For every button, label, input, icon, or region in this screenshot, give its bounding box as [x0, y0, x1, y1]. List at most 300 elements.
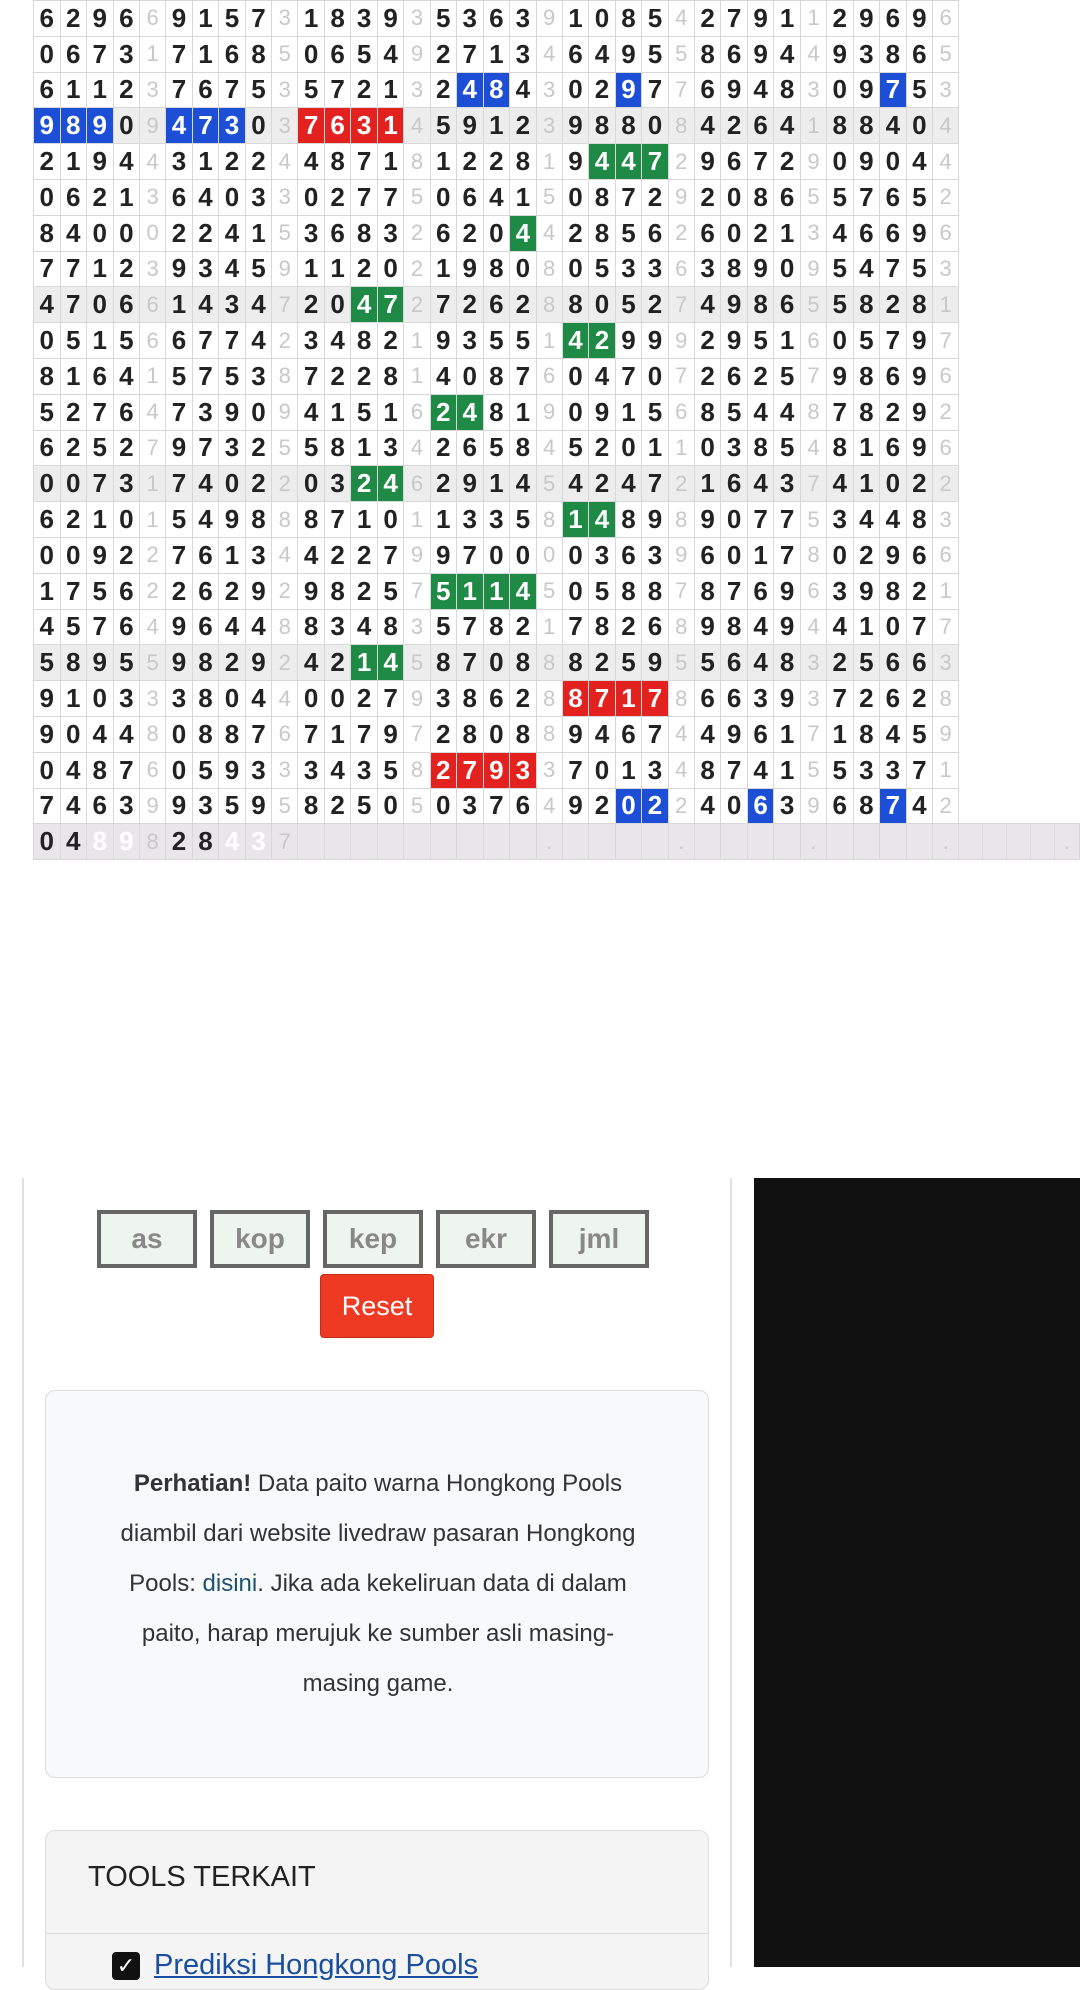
- paito-digit-cell: 3: [298, 323, 325, 359]
- paito-digit-cell: 7: [642, 72, 669, 108]
- paito-digit-cell: 2: [113, 251, 140, 287]
- paito-digit-cell: 2: [245, 144, 272, 180]
- paito-digit-cell: 2: [880, 287, 907, 323]
- paito-digit-cell: 0: [60, 466, 87, 502]
- paito-digit-cell: 2: [827, 645, 854, 681]
- paito-digit-cell: 0: [324, 681, 351, 717]
- paito-separator-cell: 8: [668, 108, 694, 144]
- paito-digit-cell: 4: [694, 788, 721, 824]
- paito-digit-cell: 7: [510, 358, 537, 394]
- paito-digit-cell: 1: [377, 72, 404, 108]
- paito-separator-cell: 6: [140, 752, 166, 788]
- paito-separator-cell: 1: [140, 36, 166, 72]
- paito-digit-cell: 6: [880, 179, 907, 215]
- paito-digit-cell: 2: [642, 788, 669, 824]
- paito-row: [34, 179, 1080, 215]
- paito-digit-cell: 8: [298, 788, 325, 824]
- paito-digit-cell: 7: [880, 323, 907, 359]
- paito-digit-cell: 9: [562, 788, 589, 824]
- paito-separator-cell: 3: [933, 251, 959, 287]
- paito-digit-cell: 2: [166, 215, 193, 251]
- paito-separator-cell: 2: [140, 573, 166, 609]
- paito-digit-cell: 5: [747, 323, 774, 359]
- paito-digit-cell: 4: [589, 144, 616, 180]
- paito-digit-cell: 5: [510, 323, 537, 359]
- paito-digit-cell: 0: [721, 502, 748, 538]
- paito-digit-cell: 7: [827, 681, 854, 717]
- paito-separator-cell: 3: [140, 72, 166, 108]
- paito-digit-cell: 8: [324, 1, 351, 37]
- paito-separator-cell: 6: [404, 394, 430, 430]
- paito-separator-cell: 2: [668, 144, 694, 180]
- paito-digit-cell: 5: [694, 645, 721, 681]
- paito-row: [34, 752, 1080, 788]
- related-tools-title: TOOLS TERKAIT: [88, 1861, 316, 1893]
- paito-digit-cell: 3: [642, 537, 669, 573]
- paito-digit-cell: 6: [642, 215, 669, 251]
- paito-row: [34, 215, 1080, 251]
- paito-digit-cell: 8: [192, 681, 219, 717]
- paito-row: [34, 824, 1080, 860]
- paito-digit-cell: 9: [219, 502, 246, 538]
- paito-digit-cell: 1: [774, 215, 801, 251]
- notice-source-link[interactable]: disini: [202, 1570, 258, 1597]
- paito-separator-cell: 6: [668, 251, 694, 287]
- paito-separator-cell: 8: [668, 609, 694, 645]
- paito-digit-cell: 2: [694, 323, 721, 359]
- paito-digit-cell: 6: [324, 108, 351, 144]
- prediksi-hongkong-link[interactable]: Prediksi Hongkong Pools: [154, 1949, 479, 1981]
- paito-digit-cell: 4: [245, 287, 272, 323]
- paito-digit-cell: 6: [324, 215, 351, 251]
- paito-row: [34, 358, 1080, 394]
- paito-digit-cell: 9: [34, 681, 61, 717]
- paito-separator-cell: 9: [536, 1, 562, 37]
- paito-digit-cell: 0: [562, 537, 589, 573]
- paito-row: [34, 430, 1080, 466]
- paito-separator-cell: 9: [800, 144, 826, 180]
- paito-digit-cell: 5: [615, 215, 642, 251]
- paito-digit-cell: 4: [457, 72, 484, 108]
- paito-digit-cell: 1: [60, 681, 87, 717]
- paito-digit-cell: 3: [351, 108, 378, 144]
- paito-digit-cell: 7: [642, 466, 669, 502]
- paito-digit-cell: 4: [219, 251, 246, 287]
- paito-digit-cell: 7: [430, 287, 457, 323]
- paito-digit-cell: 5: [192, 752, 219, 788]
- paito-digit-cell: 8: [324, 144, 351, 180]
- paito-digit-cell: 9: [298, 573, 325, 609]
- paito-digit-cell: 0: [430, 788, 457, 824]
- paito-separator-cell: 3: [933, 645, 959, 681]
- paito-digit-cell: 0: [34, 179, 61, 215]
- paito-digit-cell: 3: [192, 251, 219, 287]
- paito-digit-cell: 0: [721, 215, 748, 251]
- paito-digit-cell: [457, 824, 484, 860]
- paito-digit-cell: 5: [219, 788, 246, 824]
- paito-digit-cell: 1: [774, 716, 801, 752]
- paito-digit-cell: 7: [642, 681, 669, 717]
- paito-digit-cell: 8: [60, 108, 87, 144]
- paito-digit-cell: 0: [562, 179, 589, 215]
- paito-digit-cell: 2: [351, 573, 378, 609]
- paito-digit-cell: 1: [219, 537, 246, 573]
- paito-digit-cell: 2: [642, 179, 669, 215]
- paito-digit-cell: [510, 824, 537, 860]
- paito-digit-cell: 4: [589, 358, 616, 394]
- paito-digit-cell: 5: [510, 502, 537, 538]
- paito-digit-cell: 7: [166, 394, 193, 430]
- paito-digit-cell: 5: [642, 1, 669, 37]
- paito-digit-cell: 4: [880, 108, 907, 144]
- paito-digit-cell: 1: [774, 323, 801, 359]
- paito-digit-cell: 0: [642, 358, 669, 394]
- paito-digit-cell: 6: [615, 537, 642, 573]
- paito-digit-cell: 2: [60, 502, 87, 538]
- paito-digit-cell: 9: [853, 573, 880, 609]
- paito-separator-cell: 3: [404, 72, 430, 108]
- paito-digit-cell: 7: [351, 179, 378, 215]
- paito-digit-cell: 6: [166, 323, 193, 359]
- paito-digit-cell: 2: [589, 323, 616, 359]
- paito-digit-cell: 3: [351, 752, 378, 788]
- paito-separator-cell: 6: [933, 430, 959, 466]
- paito-separator-cell: 9: [536, 394, 562, 430]
- paito-digit-cell: 6: [113, 287, 140, 323]
- paito-digit-cell: 7: [377, 537, 404, 573]
- paito-digit-cell: 5: [827, 179, 854, 215]
- paito-digit-cell: 6: [694, 681, 721, 717]
- paito-separator-cell: 7: [272, 824, 298, 860]
- paito-separator-cell: 5: [668, 645, 694, 681]
- paito-digit-cell: 8: [747, 287, 774, 323]
- paito-separator-cell: 6: [272, 716, 298, 752]
- filter-as-button[interactable]: as: [97, 1210, 197, 1268]
- paito-digit-cell: 5: [351, 36, 378, 72]
- paito-separator-cell: 8: [536, 716, 562, 752]
- paito-digit-cell: 3: [113, 466, 140, 502]
- paito-digit-cell: 7: [721, 1, 748, 37]
- paito-digit-cell: 8: [457, 681, 484, 717]
- paito-digit-cell: 4: [853, 502, 880, 538]
- paito-digit-cell: 8: [510, 430, 537, 466]
- paito-row: [34, 1, 1080, 37]
- paito-digit-cell: 4: [615, 144, 642, 180]
- paito-digit-cell: 7: [721, 752, 748, 788]
- paito-digit-cell: 4: [483, 179, 510, 215]
- paito-digit-cell: 9: [457, 466, 484, 502]
- paito-digit-cell: 4: [430, 358, 457, 394]
- paito-digit-cell: 9: [827, 358, 854, 394]
- paito-separator-cell: 6: [536, 358, 562, 394]
- paito-digit-cell: 2: [377, 323, 404, 359]
- paito-digit-cell: 5: [87, 573, 114, 609]
- paito-digit-cell: 8: [483, 609, 510, 645]
- paito-separator-cell: 9: [272, 394, 298, 430]
- paito-digit-cell: 2: [351, 251, 378, 287]
- filter-kop-button[interactable]: kop: [210, 1210, 310, 1268]
- paito-digit-cell: 0: [377, 251, 404, 287]
- paito-digit-cell: 8: [87, 824, 114, 860]
- paito-digit-cell: 5: [483, 323, 510, 359]
- paito-separator-cell: 3: [536, 752, 562, 788]
- paito-digit-cell: 4: [245, 609, 272, 645]
- paito-digit-cell: 2: [324, 645, 351, 681]
- paito-digit-cell: 3: [192, 394, 219, 430]
- paito-digit-cell: 5: [60, 323, 87, 359]
- paito-digit-cell: 3: [483, 502, 510, 538]
- paito-digit-cell: 9: [853, 72, 880, 108]
- paito-digit-cell: 1: [60, 144, 87, 180]
- paito-digit-cell: 1: [166, 287, 193, 323]
- paito-digit-cell: 4: [298, 645, 325, 681]
- paito-digit-cell: 8: [351, 323, 378, 359]
- paito-digit-cell: 9: [721, 716, 748, 752]
- paito-digit-cell: 3: [298, 752, 325, 788]
- paito-digit-cell: 0: [694, 430, 721, 466]
- paito-digit-cell: 8: [298, 502, 325, 538]
- paito-digit-cell: 6: [747, 108, 774, 144]
- paito-separator-cell: 6: [933, 358, 959, 394]
- paito-digit-cell: 2: [721, 108, 748, 144]
- paito-row: [34, 573, 1080, 609]
- filter-jml-button[interactable]: jml: [549, 1210, 649, 1268]
- paito-digit-cell: 4: [510, 72, 537, 108]
- paito-digit-cell: 0: [430, 179, 457, 215]
- paito-digit-cell: 9: [589, 394, 616, 430]
- paito-digit-cell: 2: [113, 72, 140, 108]
- paito-digit-cell: 8: [377, 609, 404, 645]
- paito-digit-cell: 5: [642, 394, 669, 430]
- paito-separator-cell: 3: [800, 681, 826, 717]
- paito-digit-cell: 2: [430, 72, 457, 108]
- paito-separator-cell: 4: [404, 108, 430, 144]
- paito-digit-cell: [827, 824, 854, 860]
- paito-digit-cell: 4: [906, 144, 933, 180]
- paito-digit-cell: 9: [827, 36, 854, 72]
- paito-digit-cell: 4: [192, 287, 219, 323]
- paito-digit-cell: 2: [351, 72, 378, 108]
- paito-digit-cell: 7: [562, 752, 589, 788]
- paito-digit-cell: 2: [219, 645, 246, 681]
- paito-digit-cell: 7: [60, 573, 87, 609]
- paito-digit-cell: 8: [34, 358, 61, 394]
- paito-separator-cell: 8: [800, 394, 826, 430]
- paito-separator-cell: 5: [933, 36, 959, 72]
- paito-digit-cell: 4: [827, 215, 854, 251]
- paito-separator-cell: 8: [536, 681, 562, 717]
- paito-digit-cell: 8: [774, 645, 801, 681]
- paito-digit-cell: 3: [324, 609, 351, 645]
- paito-digit-cell: 8: [694, 573, 721, 609]
- paito-separator-cell: 3: [800, 72, 826, 108]
- paito-digit-cell: 6: [113, 573, 140, 609]
- paito-separator-cell: 2: [668, 466, 694, 502]
- paito-digit-cell: 6: [87, 358, 114, 394]
- paito-digit-cell: 8: [827, 108, 854, 144]
- paito-digit-cell: 0: [483, 716, 510, 752]
- paito-digit-cell: 9: [483, 752, 510, 788]
- paito-separator-cell: .: [668, 824, 694, 860]
- paito-digit-cell: 4: [324, 323, 351, 359]
- reset-button[interactable]: Reset: [320, 1274, 434, 1338]
- paito-separator-cell: 5: [800, 752, 826, 788]
- paito-digit-cell: 6: [721, 36, 748, 72]
- paito-digit-cell: 2: [510, 287, 537, 323]
- paito-row: [34, 72, 1080, 108]
- paito-digit-cell: 8: [562, 645, 589, 681]
- paito-separator-cell: 2: [933, 394, 959, 430]
- paito-digit-cell: 8: [694, 394, 721, 430]
- notice-text-part1: Data paito warna Hongkong Pools diambil dari website livedraw pasaran Hongkong Pools:: [120, 1470, 636, 1597]
- paito-digit-cell: 0: [562, 72, 589, 108]
- paito-digit-cell: 1: [60, 358, 87, 394]
- paito-digit-cell: [721, 824, 748, 860]
- paito-digit-cell: 7: [906, 609, 933, 645]
- paito-digit-cell: 7: [192, 323, 219, 359]
- paito-separator-cell: 6: [933, 1, 959, 37]
- paito-digit-cell: 6: [60, 36, 87, 72]
- paito-digit-cell: 1: [351, 645, 378, 681]
- paito-digit-cell: 0: [827, 537, 854, 573]
- paito-digit-cell: 4: [827, 609, 854, 645]
- paito-digit-cell: 6: [642, 609, 669, 645]
- paito-digit-cell: 9: [747, 36, 774, 72]
- paito-digit-cell: 9: [113, 824, 140, 860]
- paito-digit-cell: 8: [34, 215, 61, 251]
- paito-digit-cell: 2: [642, 287, 669, 323]
- paito-separator-cell: 4: [536, 36, 562, 72]
- paito-digit-cell: 1: [351, 430, 378, 466]
- paito-separator-cell: 5: [800, 179, 826, 215]
- paito-digit-cell: 6: [721, 681, 748, 717]
- paito-digit-cell: 2: [457, 287, 484, 323]
- paito-separator-cell: 8: [140, 716, 166, 752]
- paito-row: [34, 609, 1080, 645]
- paito-separator-cell: 1: [404, 358, 430, 394]
- paito-digit-cell: 5: [219, 358, 246, 394]
- paito-separator-cell: 4: [536, 788, 562, 824]
- paito-separator-cell: 8: [933, 681, 959, 717]
- filter-ekr-button[interactable]: ekr: [436, 1210, 536, 1268]
- paito-digit-cell: 4: [747, 394, 774, 430]
- paito-digit-cell: 8: [615, 502, 642, 538]
- paito-digit-cell: 7: [642, 144, 669, 180]
- paito-separator-cell: 4: [933, 108, 959, 144]
- paito-digit-cell: 4: [60, 788, 87, 824]
- filter-kep-button[interactable]: kep: [323, 1210, 423, 1268]
- paito-digit-cell: 9: [562, 108, 589, 144]
- paito-digit-cell: 0: [324, 287, 351, 323]
- paito-digit-cell: 4: [747, 609, 774, 645]
- paito-digit-cell: 8: [853, 716, 880, 752]
- paito-digit-cell: 8: [562, 681, 589, 717]
- paito-digit-cell: 5: [642, 36, 669, 72]
- paito-digit-cell: 1: [324, 716, 351, 752]
- paito-digit-cell: 5: [219, 1, 246, 37]
- paito-digit-cell: 5: [113, 323, 140, 359]
- paito-separator-cell: .: [536, 824, 562, 860]
- paito-digit-cell: 6: [113, 1, 140, 37]
- paito-digit-cell: 2: [853, 681, 880, 717]
- paito-digit-cell: 5: [377, 573, 404, 609]
- paito-digit-cell: 4: [192, 179, 219, 215]
- paito-digit-cell: 2: [457, 215, 484, 251]
- paito-digit-cell: 0: [87, 215, 114, 251]
- paito-digit-cell: 5: [906, 179, 933, 215]
- paito-digit-cell: 1: [430, 251, 457, 287]
- paito-digit-cell: 1: [351, 502, 378, 538]
- paito-digit-cell: 0: [615, 788, 642, 824]
- paito-separator-cell: 9: [800, 251, 826, 287]
- paito-digit-cell: 3: [510, 1, 537, 37]
- paito-digit-cell: 8: [906, 287, 933, 323]
- paito-digit-cell: 8: [87, 752, 114, 788]
- paito-separator-cell: 2: [933, 466, 959, 502]
- paito-digit-cell: 1: [192, 1, 219, 37]
- filter-button-row: [97, 1210, 657, 1274]
- paito-digit-cell: 6: [483, 1, 510, 37]
- paito-digit-cell: 9: [562, 716, 589, 752]
- paito-digit-cell: 9: [774, 681, 801, 717]
- paito-digit-cell: 2: [430, 430, 457, 466]
- paito-separator-cell: 3: [140, 681, 166, 717]
- paito-separator-cell: 4: [668, 752, 694, 788]
- paito-separator-cell: 7: [933, 609, 959, 645]
- paito-digit-cell: 5: [245, 72, 272, 108]
- paito-digit-cell: 8: [774, 72, 801, 108]
- paito-digit-cell: [483, 824, 510, 860]
- paito-separator-cell: 8: [536, 287, 562, 323]
- paito-digit-cell: 3: [219, 287, 246, 323]
- paito-separator-cell: 7: [933, 323, 959, 359]
- paito-digit-cell: 9: [906, 358, 933, 394]
- paito-digit-cell: 4: [747, 72, 774, 108]
- paito-digit-cell: 7: [457, 537, 484, 573]
- paito-digit-cell: 2: [589, 466, 616, 502]
- paito-digit-cell: 5: [430, 609, 457, 645]
- paito-digit-cell: 9: [87, 1, 114, 37]
- paito-separator-cell: 1: [404, 323, 430, 359]
- checkbox-checked-icon[interactable]: ✓: [112, 1952, 140, 1980]
- related-tools-card: [45, 1830, 709, 1990]
- paito-digit-cell: 0: [483, 215, 510, 251]
- paito-separator-cell: 9: [404, 537, 430, 573]
- paito-digit-cell: 4: [192, 502, 219, 538]
- paito-digit-cell: 2: [747, 215, 774, 251]
- paito-digit-cell: 0: [721, 788, 748, 824]
- paito-digit-cell: 9: [430, 323, 457, 359]
- paito-digit-cell: 6: [906, 537, 933, 573]
- paito-digit-cell: 0: [34, 752, 61, 788]
- paito-digit-cell: 6: [694, 537, 721, 573]
- paito-digit-cell: 9: [430, 537, 457, 573]
- paito-digit-cell: 2: [430, 752, 457, 788]
- paito-digit-cell: 2: [589, 645, 616, 681]
- paito-digit-cell: 4: [510, 466, 537, 502]
- paito-separator-cell: 1: [536, 144, 562, 180]
- paito-separator-cell: 3: [272, 108, 298, 144]
- paito-digit-cell: 4: [853, 251, 880, 287]
- paito-digit-cell: 8: [483, 394, 510, 430]
- paito-digit-cell: 9: [906, 215, 933, 251]
- paito-digit-cell: 1: [87, 502, 114, 538]
- paito-digit-cell: 6: [774, 287, 801, 323]
- paito-separator-cell: 3: [272, 72, 298, 108]
- paito-digit-cell: 2: [34, 144, 61, 180]
- paito-separator-cell: 6: [404, 466, 430, 502]
- paito-digit-cell: 1: [562, 1, 589, 37]
